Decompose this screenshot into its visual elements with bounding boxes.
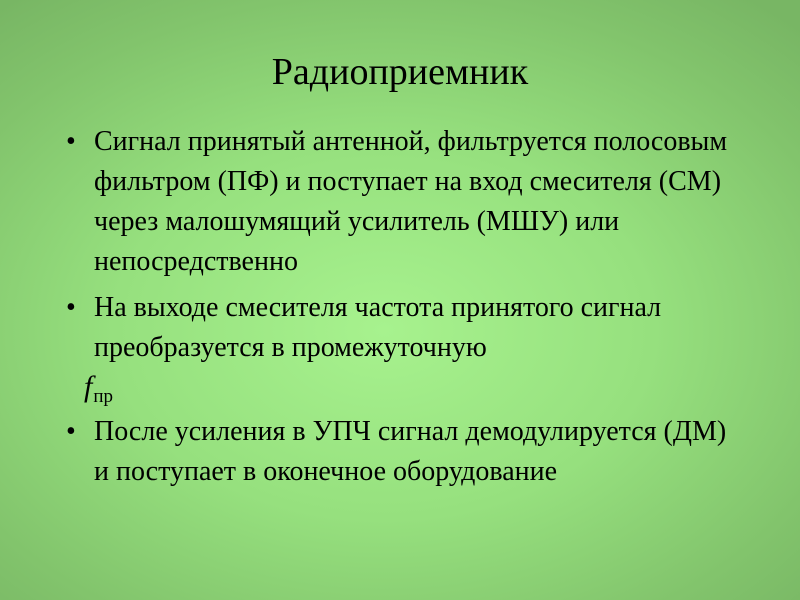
bullet-item-1 [62,122,742,282]
frequency-subscript: пр [93,386,114,407]
bullet-item-2 [62,288,742,406]
bullet-text: После усиления в УПЧ сигнал демодулируется (ДМ) и поступает в оконечное оборудование [94,416,727,487]
bullet-marker: • [66,126,76,157]
frequency-symbol: f [84,370,93,403]
slide-title: Радиоприемник [271,51,529,93]
bullet-text: На выходе смесителя частота принятого сигнал преобразуется в промежуточную [94,292,662,363]
bullet-list [62,122,742,498]
bullet-item-3 [62,412,742,492]
bullet-text: Сигнал принятый антенной, фильтруется полосовым фильтром (ПФ) и поступает на вход смесителя (СМ) через малошумящий усилитель (МШУ) или непосредственно [94,126,728,277]
bullet-marker: • [66,292,76,323]
bullet-marker: • [66,416,76,447]
intermediate-frequency-formula [84,368,742,406]
